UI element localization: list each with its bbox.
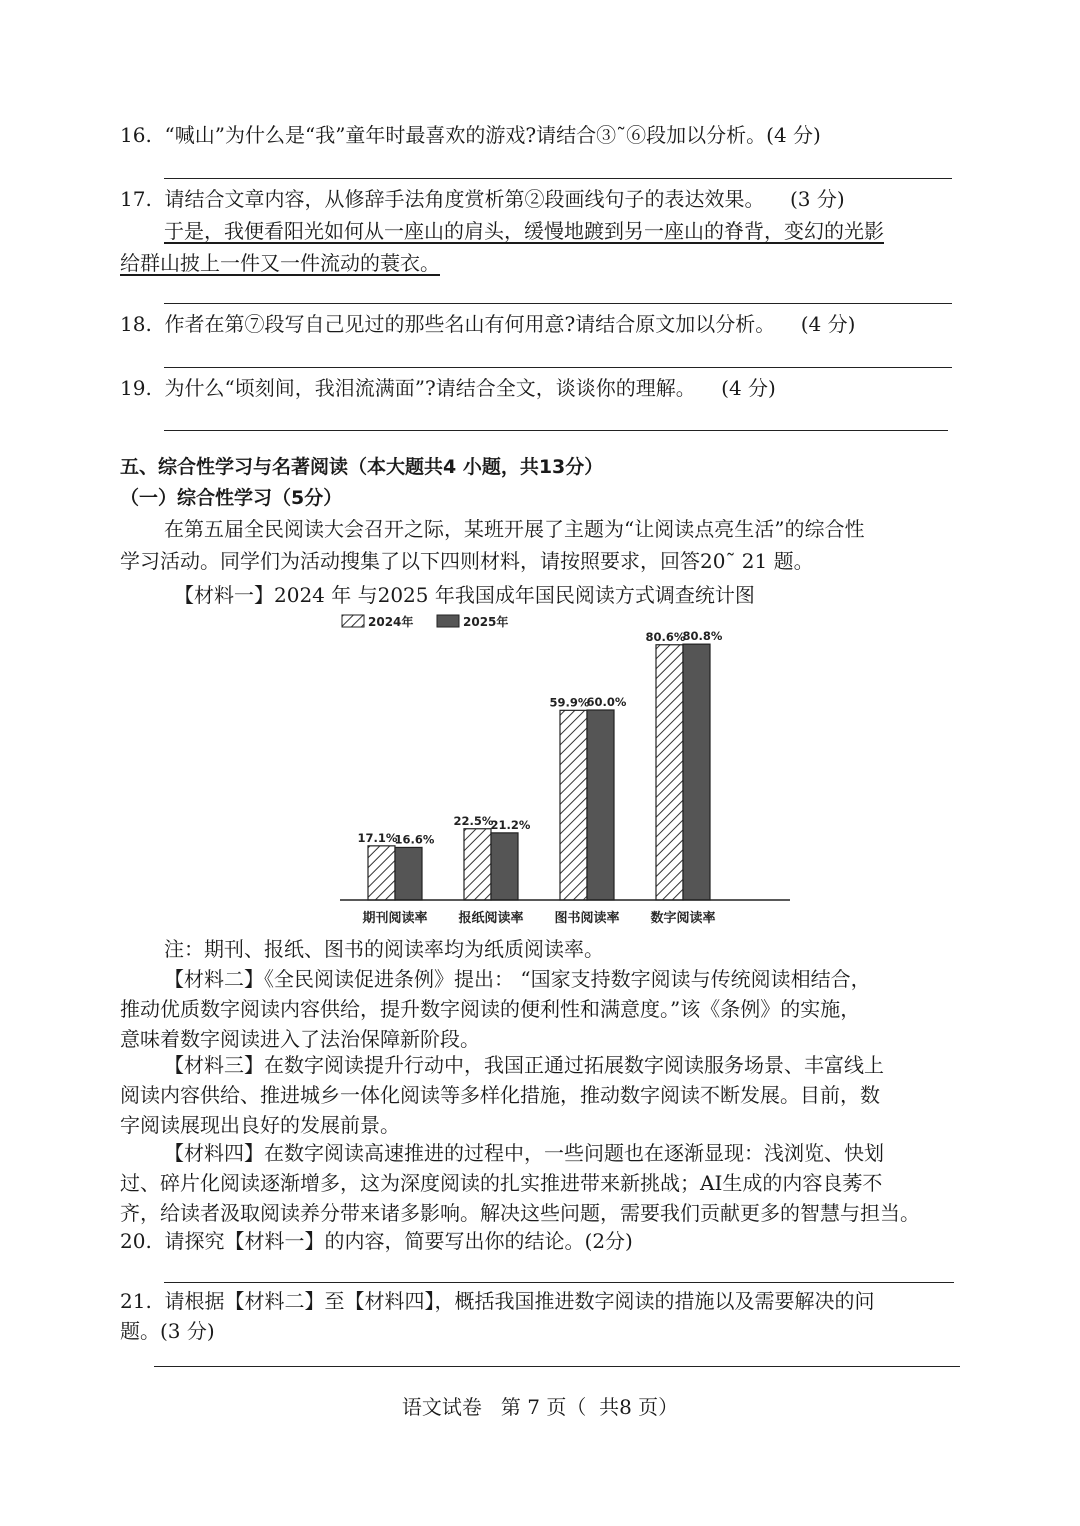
material-4-line-2: 过、碎片化阅读逐渐增多，这为深度阅读的扎实推进带来新挑战；AI生成的内容良莠不 <box>120 1171 883 1195</box>
data-label-3-series-2: 60.0% <box>586 695 627 709</box>
bar-4-series-1 <box>656 645 683 900</box>
answer-line-17[interactable] <box>164 303 952 304</box>
q21-number: 21. <box>120 1289 152 1313</box>
section-5-subtitle: （一）综合性学习（5分） <box>120 487 343 509</box>
bar-3-series-2 <box>587 710 614 900</box>
answer-line-16[interactable] <box>164 178 952 179</box>
page-footer: 语文试卷 第 7 页（ 共8 页） <box>401 1395 679 1419</box>
q17-text: 请结合文章内容，从修辞手法角度赏析第②段画线句子的表达效果。 <box>164 187 765 211</box>
data-label-3-series-1: 59.9% <box>549 695 590 710</box>
q20-text: 请探究【材料一】的内容，简要写出你的结论。(2分) <box>164 1229 633 1253</box>
q18 <box>120 311 855 337</box>
category-label-1: 期刊阅读率 <box>362 911 428 926</box>
data-label-2-series-1: 22.5% <box>453 813 494 828</box>
legend-swatch-2 <box>437 615 459 627</box>
q17 <box>120 186 845 212</box>
answer-line-19[interactable] <box>164 430 948 431</box>
bar-4-series-2 <box>683 644 710 900</box>
q16 <box>120 122 821 148</box>
material-3-line-1: 【材料三】在数字阅读提升行动中，我国正通过拓展数字阅读服务场景、丰富线上 <box>164 1053 884 1077</box>
q17-quote-line-1 <box>164 218 884 244</box>
data-label-4-series-2: 80.8% <box>682 629 723 644</box>
q17-quote-text-1: 于是，我便看阳光如何从一座山的肩头，缓慢地踱到另一座山的脊背，变幻的光影 <box>164 219 884 243</box>
bar-3-series-1 <box>560 710 587 900</box>
q21-text-1: 请根据【材料二】至【材料四】，概括我国推进数字阅读的措施以及需要解决的问 <box>164 1289 875 1313</box>
intro-line-1: 在第五届全民阅读大会召开之际，某班开展了主题为“让阅读点亮生活”的综合性 <box>164 517 865 541</box>
chart-legend <box>342 614 508 629</box>
reading-rate-bar-chart <box>330 608 800 938</box>
q18-score: (4 分) <box>800 312 856 336</box>
answer-line-20[interactable] <box>164 1282 954 1283</box>
bar-1-series-1 <box>368 846 395 900</box>
legend-swatch-1 <box>342 615 364 627</box>
q20-number: 20. <box>120 1229 152 1253</box>
chart-bars <box>358 629 723 926</box>
category-label-4: 数字阅读率 <box>650 911 716 926</box>
q16-number: 16. <box>120 123 152 147</box>
q21 <box>120 1288 875 1314</box>
material-1-title: 【材料一】2024 年 与2025 年我国成年国民阅读方式调查统计图 <box>174 583 755 607</box>
data-label-4-series-1: 80.6% <box>645 629 686 644</box>
q19 <box>120 375 776 401</box>
section-5-title: 五、综合性学习与名著阅读（本大题共4 小题，共13分） <box>120 456 604 478</box>
q17-number: 17. <box>120 187 152 211</box>
intro-line-2: 学习活动。同学们为活动搜集了以下四则材料，请按照要求，回答20˜ 21 题。 <box>120 549 814 573</box>
q20 <box>120 1228 633 1254</box>
data-label-2-series-2: 21.2% <box>490 817 531 832</box>
q16-text: “喊山”为什么是“我”童年时最喜欢的游戏?请结合③˜⑥段加以分析。(4 分) <box>164 123 821 147</box>
legend-label-1: 2024年 <box>368 615 414 629</box>
q18-number: 18. <box>120 312 152 336</box>
q21-line-2: 题。(3 分) <box>120 1319 215 1343</box>
answer-line-21[interactable] <box>154 1366 960 1367</box>
q17-quote-text-2: 给群山披上一件又一件流动的蓑衣。 <box>120 251 440 275</box>
q18-text: 作者在第⑦段写自己见过的那些名山有何用意?请结合原文加以分析。 <box>164 312 776 336</box>
data-label-1-series-1: 17.1% <box>357 830 398 845</box>
chart-note: 注：期刊、报纸、图书的阅读率均为纸质阅读率。 <box>164 937 604 961</box>
category-label-2: 报纸阅读率 <box>458 911 524 926</box>
material-4-line-3: 齐，给读者汲取阅读养分带来诸多影响。解决这些问题，需要我们贡献更多的智慧与担当。 <box>120 1201 920 1225</box>
q17-quote-line-2 <box>120 250 440 276</box>
bar-1-series-2 <box>395 847 422 900</box>
material-2-line-2: 推动优质数字阅读内容供给，提升数字阅读的便利性和满意度。”该《条例》的实施， <box>120 997 861 1021</box>
q17-score: (3 分) <box>789 187 845 211</box>
answer-line-18[interactable] <box>164 367 952 368</box>
material-2-line-3: 意味着数字阅读进入了法治保障新阶段。 <box>120 1027 480 1051</box>
bar-2-series-1 <box>464 829 491 900</box>
material-3-line-2: 阅读内容供给、推进城乡一体化阅读等多样化措施，推动数字阅读不断发展。目前，数 <box>120 1083 880 1107</box>
q19-text: 为什么“顷刻间，我泪流满面”?请结合全文，谈谈你的理解。 <box>164 376 696 400</box>
material-3-line-3: 字阅读展现出良好的发展前景。 <box>120 1113 400 1137</box>
category-label-3: 图书阅读率 <box>554 911 620 926</box>
material-4-line-1: 【材料四】在数字阅读高速推进的过程中，一些问题也在逐渐显现：浅浏览、快划 <box>164 1141 884 1165</box>
material-2-line-1: 【材料二】《全民阅读促进条例》提出： “国家支持数字阅读与传统阅读相结合， <box>164 967 871 991</box>
q19-number: 19. <box>120 376 152 400</box>
bar-2-series-2 <box>491 833 518 900</box>
q19-score: (4 分) <box>721 376 776 400</box>
data-label-1-series-2: 16.6% <box>394 832 435 847</box>
legend-label-2: 2025年 <box>463 615 509 629</box>
